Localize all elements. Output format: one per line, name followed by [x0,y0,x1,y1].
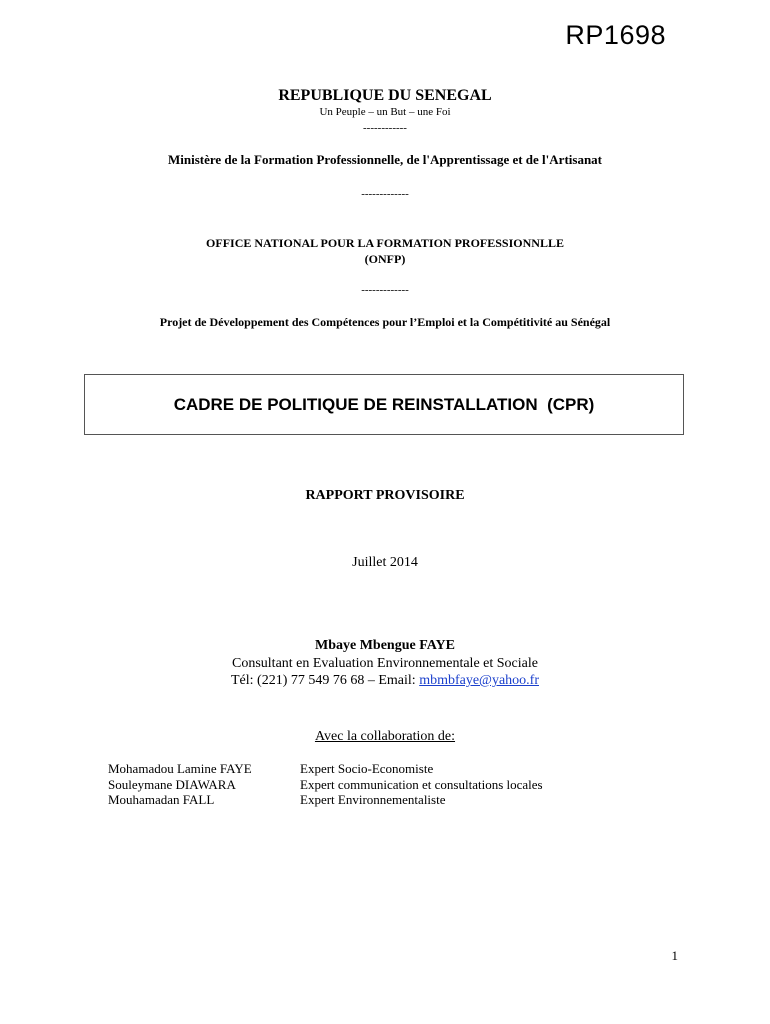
collaborator-name: Mohamadou Lamine FAYE [108,761,252,776]
author-phone: Tél: (221) 77 549 76 68 – Email: [230,673,420,688]
separator-line: ------------ [363,122,407,134]
separator-line: ------------- [361,188,409,200]
country-title: REPUBLIQUE DU SENEGAL [278,87,492,104]
document-reference: RP1698 [565,20,666,50]
author-name: Mbaye Mbengue FAYE [315,638,455,653]
list-item [108,792,543,808]
national-motto: Un Peuple – un But – une Foi [319,106,451,118]
list-item [108,761,543,777]
separator-line: ------------- [361,284,409,296]
collaboration-heading: Avec la collaboration de: [314,729,456,744]
email-link[interactable]: mbmbfaye@yahoo.fr [419,673,539,688]
collaborator-name: Souleymane DIAWARA [108,776,236,792]
collaborator-role: Expert Environnementaliste [300,792,446,807]
report-date: Juillet 2014 [352,555,418,570]
list-item [108,777,543,793]
collaborator-role: Expert communication et consultations locales [300,776,543,792]
office-abbreviation: (ONFP) [364,252,406,266]
project-name: Projet de Développement des Compétences pour l’Emploi et la Compétitivité au Sénégal [159,315,611,329]
document-title: CADRE DE POLITIQUE DE REINSTALLATION (CPR) [173,394,595,414]
author-role: Consultant en Evaluation Environnementale et Sociale [232,656,538,671]
collaborator-name: Mouhamadan FALL [108,792,215,807]
collaborators-list [108,761,543,808]
report-status: RAPPORT PROVISOIRE [305,488,465,503]
ministry-name: Ministère de la Formation Professionnelle, de l'Apprentissage et de l'Artisanat [167,152,602,167]
collaborator-role: Expert Socio-Economiste [300,761,434,776]
title-box [84,374,684,435]
office-name: OFFICE NATIONAL POUR LA FORMATION PROFESSIONNLLE [206,236,564,250]
author-contact [0,673,770,689]
page-number: 1 [671,948,678,963]
